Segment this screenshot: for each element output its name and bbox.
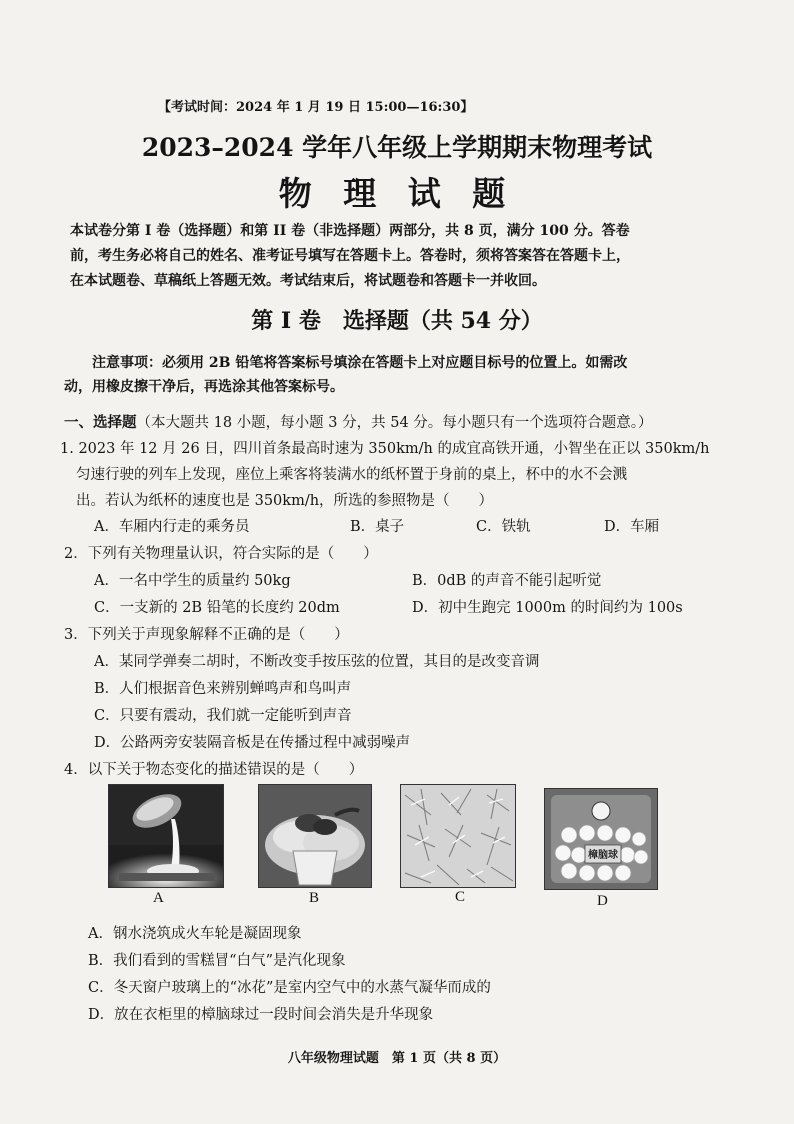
q4-caption-c: C	[455, 889, 466, 905]
q4-photo-a-molten-steel	[108, 784, 224, 888]
q4-stem: 4．以下关于物态变化的描述错误的是（ ）	[64, 762, 364, 778]
q1-stem-line-2: 匀速行驶的列车上发现，座位上乘客将装满水的纸杯置于身前的桌上，杯中的水不会溅	[76, 467, 627, 483]
q3-option-d: D．公路两旁安装隔音板是在传播过程中减弱噪声	[94, 735, 411, 751]
exam-subject-title: 物 理 试 题	[278, 174, 516, 213]
q1-stem-line-3: 出。若认为纸杯的速度也是 350km/h，所选的参照物是（ ）	[76, 493, 494, 509]
q1-option-c: C．铁轨	[476, 519, 531, 535]
q4-caption-b: B	[309, 890, 320, 906]
q4-option-d: D．放在衣柜里的樟脑球过一段时间会消失是升华现象	[88, 1007, 434, 1023]
intro-line-1: 本试卷分第 I 卷（选择题）和第 II 卷（非选择题）两部分，共 8 页，满分 100 分。答卷	[70, 223, 630, 239]
q1-option-a: A．车厢内行走的乘务员	[94, 519, 250, 535]
intro-line-3: 在本试题卷、草稿纸上答题无效。考试结束后，将试题卷和答题卡一并收回。	[70, 273, 546, 289]
q1-option-d: D．车厢	[604, 519, 660, 535]
part-heading-label: 一、选择题	[64, 414, 137, 431]
q2-option-a: A．一名中学生的质量约 50kg	[94, 573, 291, 589]
q4-photo-b-ice-cream-fog	[258, 784, 372, 888]
q4-photo-d-label: 樟脑球	[588, 850, 618, 861]
q4-option-b: B．我们看到的雪糕冒“白气”是汽化现象	[88, 953, 346, 969]
q4-photo-d-camphor-balls	[544, 788, 658, 890]
q1-stem-line-1: 1. 2023 年 12 月 26 日，四川首条最高时速为 350km/h 的成宜高铁开通，小智坐在正以 350km/h	[60, 441, 710, 457]
exam-time: 【考试时间：2024 年 1 月 19 日 15:00—16:30】	[158, 100, 474, 115]
notice-line-1: 注意事项：必须用 2B 铅笔将答案标号填涂在答题卡上对应题目标号的位置上。如需改	[92, 355, 628, 371]
q3-stem: 3．下列关于声现象解释不正确的是（ ）	[64, 627, 349, 643]
q2-option-b: B．0dB 的声音不能引起听觉	[412, 573, 602, 589]
q2-stem: 2．下列有关物理量认识，符合实际的是（ ）	[64, 546, 378, 562]
notice-line-2: 动，用橡皮擦干净后，再选涂其他答案标号。	[64, 379, 344, 395]
q2-option-c: C．一支新的 2B 铅笔的长度约 20dm	[94, 600, 340, 616]
part-heading	[64, 411, 653, 432]
page-footer: 八年级物理试题 第 1 页（共 8 页）	[287, 1051, 507, 1066]
q4-option-c: C．冬天窗户玻璃上的“冰花”是室内空气中的水蒸气凝华而成的	[88, 980, 491, 996]
section-title: 第 I 卷 选择题（共 54 分）	[251, 308, 543, 334]
q3-option-c: C．只要有震动，我们就一定能听到声音	[94, 708, 352, 724]
intro-line-2: 前，考生务必将自己的姓名、准考证号填写在答题卡上。答卷时，须将答案答在答题卡上，	[70, 248, 630, 264]
q2-option-d: D．初中生跑完 1000m 的时间约为 100s	[412, 600, 683, 616]
q1-option-b: B．桌子	[350, 519, 405, 535]
q3-option-a: A．某同学弹奏二胡时，不断改变手按压弦的位置，其目的是改变音调	[94, 654, 540, 670]
q4-photo-c-ice-flowers	[400, 784, 516, 888]
exam-main-title: 2023–2024 学年八年级上学期期末物理考试	[141, 133, 653, 162]
q4-option-a: A．钢水浇筑成火车轮是凝固现象	[88, 926, 302, 942]
q4-caption-d: D	[597, 893, 608, 909]
q4-caption-a: A	[153, 890, 164, 906]
part-heading-note: （本大题共 18 小题，每小题 3 分，共 54 分。每小题只有一个选项符合题意。）	[136, 415, 653, 431]
q3-option-b: B．人们根据音色来辨别蝉鸣声和鸟叫声	[94, 681, 352, 697]
